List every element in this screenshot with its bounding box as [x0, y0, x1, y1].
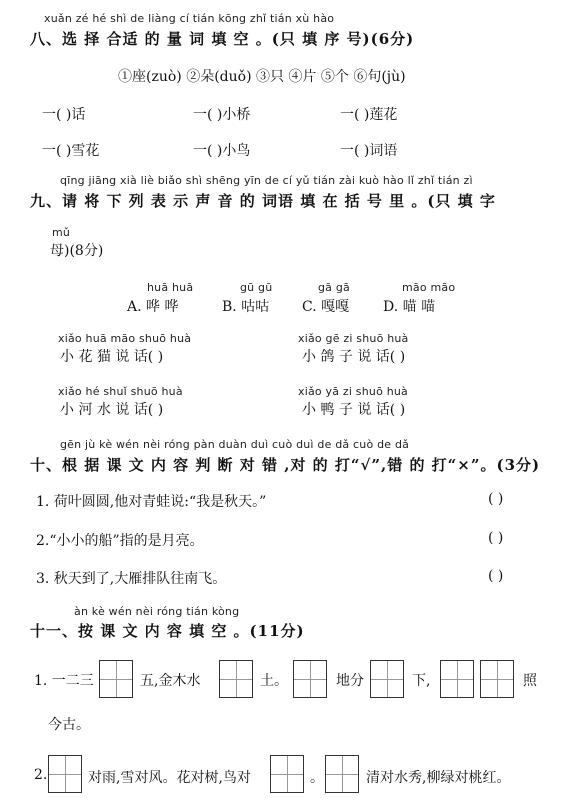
q2-part1: 2. — [34, 767, 48, 783]
q1-part4: 地分 — [336, 673, 364, 689]
sec9-item1-pinyin: xiǎo huā māo shuō huà — [58, 332, 192, 345]
sec10-item1: 1. 荷叶圆圆,他对青蛙说:“我是秋天。” — [36, 494, 267, 510]
choice-d: D. 喵 喵 — [383, 299, 436, 315]
sec8-row1-item2: 一( )小桥 — [193, 107, 251, 123]
q1-part3: 土。 — [260, 673, 288, 689]
sec9-pinyin: qīng jiāng xià liè biǎo shì shēng yīn de cí yǔ tián zài kuò hào lǐ zhǐ tián zì — [60, 174, 473, 187]
q1-part5: 下, — [412, 673, 431, 689]
q2-part4: 清对水秀,柳绿对桃红。 — [366, 770, 511, 786]
sec9-title: 九、请 将 下 列 表 示 声 音 的 词语 填 在 括 号 里 。(只 填 字 — [30, 192, 496, 210]
q1-blank-box-3[interactable] — [293, 660, 327, 698]
sec10-item2: 2.“小小的船”指的是月亮。 — [36, 533, 204, 549]
sec10-pinyin: gēn jù kè wén nèi róng pàn duàn duì cuò duì de dǎ cuò de dǎ — [60, 438, 410, 451]
q1-part6: 照 — [523, 673, 537, 689]
q1-part1: 1. 一二三 — [34, 673, 94, 689]
sec9-item1: 小 花 猫 说 话( ) — [60, 349, 164, 365]
sec10-title: 十、根 据 课 文 内 容 判 断 对 错 ,对 的 打“√”,错 的 打“×”。(3分) — [30, 456, 541, 474]
q2-blank-box-3[interactable] — [325, 755, 359, 793]
sec8-row1-item1: 一( )话 — [42, 107, 86, 123]
sec10-item2-paren: ( ) — [488, 530, 504, 546]
sec9-title2: 母)(8分) — [50, 243, 104, 259]
sec9-pinyin2: mǔ — [52, 226, 71, 239]
sec11-title: 十一、按 课 文 内 容 填 空 。(11分) — [30, 622, 305, 640]
q1-blank-box-5[interactable] — [440, 660, 474, 698]
q1-blank-box-4[interactable] — [370, 660, 404, 698]
q1-blank-box-6[interactable] — [480, 660, 514, 698]
sec8-row2-item1: 一( )雪花 — [42, 143, 100, 159]
choice-a-pinyin: huā huā — [147, 281, 194, 294]
choice-c: C. 嘎嘎 — [302, 299, 350, 315]
q1-blank-box-2[interactable] — [219, 660, 253, 698]
sec8-options: ①座(zuò) ②朵(duǒ) ③只 ④片 ⑤个 ⑥句(jù) — [118, 69, 406, 85]
choice-d-pinyin: māo māo — [402, 281, 456, 294]
sec9-item4: 小 鸭 子 说 话( ) — [302, 402, 406, 418]
sec11-pinyin: àn kè wén nèi róng tián kòng — [74, 605, 240, 618]
sec9-item3: 小 河 水 说 话( ) — [60, 402, 164, 418]
q2-blank-box-1[interactable] — [48, 755, 82, 793]
q2-part3: 。 — [310, 770, 324, 786]
sec8-row2-item3: 一( )词语 — [340, 143, 398, 159]
choice-a: A. 哗 哗 — [127, 299, 179, 315]
sec8-row1-item3: 一( )莲花 — [340, 107, 398, 123]
sec8-row2-item2: 一( )小鸟 — [193, 143, 251, 159]
sec8-pinyin: xuǎn zé hé shì de liàng cí tián kōng zhǐ tián xù hào — [44, 12, 335, 25]
sec9-item4-pinyin: xiǎo yā zi shuō huà — [298, 385, 408, 398]
q1-part2: 五,金木水 — [140, 673, 201, 689]
sec10-item1-paren: ( ) — [488, 491, 504, 507]
choice-b-pinyin: gū gū — [240, 281, 273, 294]
sec9-item2: 小 鸽 子 说 话( ) — [302, 349, 406, 365]
sec10-item3: 3. 秋天到了,大雁排队往南飞。 — [36, 571, 227, 587]
q1-blank-box-1[interactable] — [99, 660, 133, 698]
sec9-item3-pinyin: xiǎo hé shuǐ shuō huà — [58, 385, 183, 398]
choice-c-pinyin: gā gā — [318, 281, 350, 294]
sec10-item3-paren: ( ) — [488, 568, 504, 584]
sec9-item2-pinyin: xiǎo gē zi shuō huà — [298, 332, 409, 345]
q1-tail: 今古。 — [48, 717, 90, 733]
choice-b: B. 咕咕 — [222, 299, 270, 315]
q2-part2: 对雨,雪对风。花对树,鸟对 — [88, 770, 251, 786]
sec8-title: 八、选 择 合适 的 量 词 填 空 。(只 填 序 号)(6分) — [30, 30, 415, 48]
q2-blank-box-2[interactable] — [270, 755, 304, 793]
